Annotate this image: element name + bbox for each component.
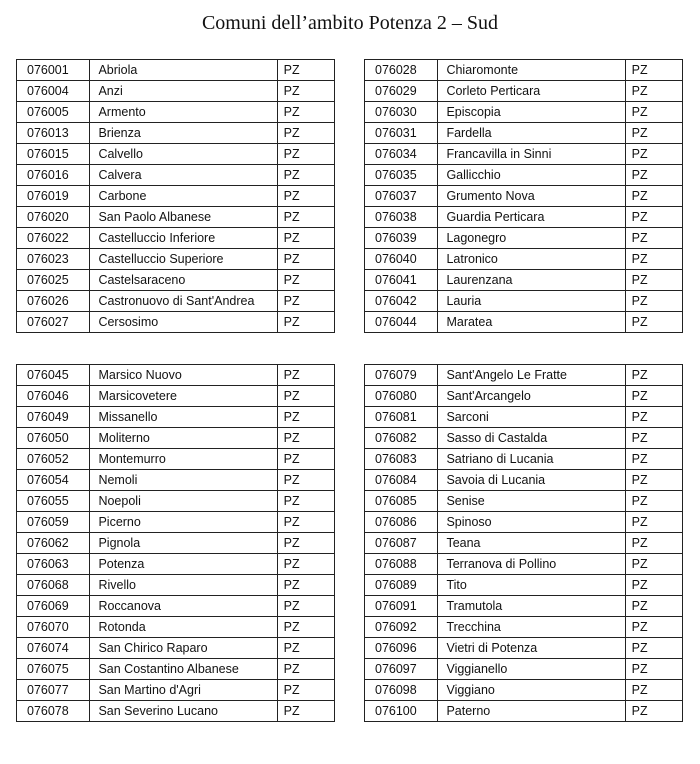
province-cell: PZ — [277, 533, 334, 554]
comune-name-cell: Savoia di Lucania — [438, 470, 625, 491]
table-row — [17, 123, 335, 144]
comune-name-cell: Castelluccio Inferiore — [90, 228, 277, 249]
comune-name-cell: Francavilla in Sinni — [438, 144, 625, 165]
istat-code-cell: 076027 — [17, 312, 90, 333]
province-cell: PZ — [625, 596, 682, 617]
table-row — [365, 680, 683, 701]
istat-code-cell: 076039 — [365, 228, 438, 249]
istat-code-cell: 076046 — [17, 386, 90, 407]
comune-name-cell: San Severino Lucano — [90, 701, 277, 722]
province-cell: PZ — [625, 701, 682, 722]
table-row — [365, 365, 683, 386]
table-row — [365, 207, 683, 228]
comune-name-cell: Noepoli — [90, 491, 277, 512]
province-cell: PZ — [277, 701, 334, 722]
province-cell: PZ — [625, 228, 682, 249]
table-row — [365, 470, 683, 491]
comune-name-cell: Sarconi — [438, 407, 625, 428]
province-cell: PZ — [625, 449, 682, 470]
istat-code-cell: 076069 — [17, 596, 90, 617]
comune-name-cell: San Costantino Albanese — [90, 659, 277, 680]
province-cell: PZ — [625, 512, 682, 533]
istat-code-cell: 076015 — [17, 144, 90, 165]
table-row — [17, 165, 335, 186]
table-row — [365, 701, 683, 722]
istat-code-cell: 076016 — [17, 165, 90, 186]
province-cell: PZ — [277, 575, 334, 596]
istat-code-cell: 076086 — [365, 512, 438, 533]
comune-name-cell: Cersosimo — [90, 312, 277, 333]
table-row — [365, 102, 683, 123]
istat-code-cell: 076092 — [365, 617, 438, 638]
province-cell: PZ — [625, 312, 682, 333]
istat-code-cell: 076054 — [17, 470, 90, 491]
province-cell: PZ — [625, 144, 682, 165]
comune-name-cell: Gallicchio — [438, 165, 625, 186]
table-row — [365, 228, 683, 249]
comune-name-cell: Satriano di Lucania — [438, 449, 625, 470]
province-cell: PZ — [625, 270, 682, 291]
istat-code-cell: 076038 — [365, 207, 438, 228]
comune-name-cell: Viggiano — [438, 680, 625, 701]
istat-code-cell: 076097 — [365, 659, 438, 680]
istat-code-cell: 076077 — [17, 680, 90, 701]
province-cell: PZ — [277, 144, 334, 165]
istat-code-cell: 076023 — [17, 249, 90, 270]
table-row — [365, 407, 683, 428]
comune-name-cell: Episcopia — [438, 102, 625, 123]
province-cell: PZ — [277, 638, 334, 659]
comune-name-cell: Marsicovetere — [90, 386, 277, 407]
table-row — [17, 680, 335, 701]
province-cell: PZ — [625, 102, 682, 123]
istat-code-cell: 076031 — [365, 123, 438, 144]
table-row — [365, 270, 683, 291]
comune-name-cell: Spinoso — [438, 512, 625, 533]
comune-name-cell: Corleto Perticara — [438, 81, 625, 102]
table-row — [365, 638, 683, 659]
comuni-table-top-left — [16, 59, 335, 333]
province-cell: PZ — [277, 554, 334, 575]
istat-code-cell: 076025 — [17, 270, 90, 291]
table-row — [17, 575, 335, 596]
province-cell: PZ — [277, 291, 334, 312]
comune-name-cell: Montemurro — [90, 449, 277, 470]
table-row — [17, 449, 335, 470]
comune-name-cell: Fardella — [438, 123, 625, 144]
page-title: Comuni dell’ambito Potenza 2 – Sud — [201, 12, 499, 34]
istat-code-cell: 076100 — [365, 701, 438, 722]
table-row — [365, 312, 683, 333]
istat-code-cell: 076041 — [365, 270, 438, 291]
comune-name-cell: Paterno — [438, 701, 625, 722]
istat-code-cell: 076034 — [365, 144, 438, 165]
comune-name-cell: San Martino d'Agri — [90, 680, 277, 701]
comune-name-cell: Viggianello — [438, 659, 625, 680]
province-cell: PZ — [625, 60, 682, 81]
province-cell: PZ — [625, 638, 682, 659]
istat-code-cell: 076081 — [365, 407, 438, 428]
table-row — [17, 228, 335, 249]
province-cell: PZ — [277, 186, 334, 207]
istat-code-cell: 076001 — [17, 60, 90, 81]
comune-name-cell: Moliterno — [90, 428, 277, 449]
table-row — [17, 554, 335, 575]
comune-name-cell: Latronico — [438, 249, 625, 270]
table-row — [17, 428, 335, 449]
istat-code-cell: 076070 — [17, 617, 90, 638]
istat-code-cell: 076029 — [365, 81, 438, 102]
table-row — [365, 144, 683, 165]
istat-code-cell: 076004 — [17, 81, 90, 102]
istat-code-cell: 076035 — [365, 165, 438, 186]
province-cell: PZ — [625, 249, 682, 270]
istat-code-cell: 076063 — [17, 554, 90, 575]
comune-name-cell: Roccanova — [90, 596, 277, 617]
comune-name-cell: Lauria — [438, 291, 625, 312]
province-cell: PZ — [277, 407, 334, 428]
table-row — [365, 291, 683, 312]
comune-name-cell: Rivello — [90, 575, 277, 596]
table-row — [365, 386, 683, 407]
table-row — [365, 554, 683, 575]
istat-code-cell: 076088 — [365, 554, 438, 575]
istat-code-cell: 076050 — [17, 428, 90, 449]
province-cell: PZ — [625, 428, 682, 449]
istat-code-cell: 076062 — [17, 533, 90, 554]
table-row — [365, 617, 683, 638]
table-row — [365, 123, 683, 144]
table-row — [17, 144, 335, 165]
table-row — [17, 60, 335, 81]
table-row — [365, 60, 683, 81]
comune-name-cell: Sant'Arcangelo — [438, 386, 625, 407]
table-row — [17, 659, 335, 680]
comune-name-cell: San Paolo Albanese — [90, 207, 277, 228]
table-row — [17, 617, 335, 638]
province-cell: PZ — [277, 81, 334, 102]
istat-code-cell: 076091 — [365, 596, 438, 617]
istat-code-cell: 076052 — [17, 449, 90, 470]
province-cell: PZ — [277, 449, 334, 470]
comuni-table-top-right — [364, 59, 683, 333]
province-cell: PZ — [625, 365, 682, 386]
istat-code-cell: 076022 — [17, 228, 90, 249]
table-row — [365, 491, 683, 512]
istat-code-cell: 076096 — [365, 638, 438, 659]
comune-name-cell: Lagonegro — [438, 228, 625, 249]
province-cell: PZ — [277, 386, 334, 407]
province-cell: PZ — [277, 617, 334, 638]
province-cell: PZ — [277, 512, 334, 533]
istat-code-cell: 076084 — [365, 470, 438, 491]
table-row — [17, 365, 335, 386]
table-row — [17, 596, 335, 617]
istat-code-cell: 076005 — [17, 102, 90, 123]
istat-code-cell: 076080 — [365, 386, 438, 407]
comune-name-cell: Pignola — [90, 533, 277, 554]
table-row — [17, 533, 335, 554]
istat-code-cell: 076013 — [17, 123, 90, 144]
province-cell: PZ — [625, 165, 682, 186]
comune-name-cell: Tito — [438, 575, 625, 596]
istat-code-cell: 076074 — [17, 638, 90, 659]
table-row — [365, 428, 683, 449]
istat-code-cell: 076075 — [17, 659, 90, 680]
comune-name-cell: Marsico Nuovo — [90, 365, 277, 386]
comune-name-cell: Tramutola — [438, 596, 625, 617]
table-row — [365, 186, 683, 207]
istat-code-cell: 076028 — [365, 60, 438, 81]
comune-name-cell: Carbone — [90, 186, 277, 207]
istat-code-cell: 076037 — [365, 186, 438, 207]
comune-name-cell: Potenza — [90, 554, 277, 575]
istat-code-cell: 076079 — [365, 365, 438, 386]
comune-name-cell: Grumento Nova — [438, 186, 625, 207]
province-cell: PZ — [625, 617, 682, 638]
comune-name-cell: Chiaromonte — [438, 60, 625, 81]
province-cell: PZ — [625, 491, 682, 512]
table-row — [17, 491, 335, 512]
province-cell: PZ — [625, 207, 682, 228]
province-cell: PZ — [625, 386, 682, 407]
istat-code-cell: 076085 — [365, 491, 438, 512]
istat-code-cell: 076045 — [17, 365, 90, 386]
province-cell: PZ — [277, 365, 334, 386]
table-row — [17, 291, 335, 312]
table-row — [365, 165, 683, 186]
comune-name-cell: Anzi — [90, 81, 277, 102]
istat-code-cell: 076059 — [17, 512, 90, 533]
comune-name-cell: Castelluccio Superiore — [90, 249, 277, 270]
province-cell: PZ — [277, 680, 334, 701]
comune-name-cell: Guardia Perticara — [438, 207, 625, 228]
province-cell: PZ — [625, 291, 682, 312]
istat-code-cell: 076030 — [365, 102, 438, 123]
province-cell: PZ — [625, 680, 682, 701]
province-cell: PZ — [277, 60, 334, 81]
istat-code-cell: 076082 — [365, 428, 438, 449]
table-row — [365, 659, 683, 680]
istat-code-cell: 076042 — [365, 291, 438, 312]
comune-name-cell: Castronuovo di Sant'Andrea — [90, 291, 277, 312]
table-row — [17, 102, 335, 123]
table-row — [365, 533, 683, 554]
istat-code-cell: 076026 — [17, 291, 90, 312]
table-row — [17, 312, 335, 333]
table-row — [365, 575, 683, 596]
province-cell: PZ — [277, 123, 334, 144]
istat-code-cell: 076068 — [17, 575, 90, 596]
comune-name-cell: Maratea — [438, 312, 625, 333]
comune-name-cell: Picerno — [90, 512, 277, 533]
table-row — [17, 701, 335, 722]
comune-name-cell: Missanello — [90, 407, 277, 428]
table-row — [365, 449, 683, 470]
table-row — [17, 638, 335, 659]
comune-name-cell: Brienza — [90, 123, 277, 144]
table-row — [17, 512, 335, 533]
province-cell: PZ — [625, 407, 682, 428]
istat-code-cell: 076019 — [17, 186, 90, 207]
istat-code-cell: 076040 — [365, 249, 438, 270]
table-row — [17, 186, 335, 207]
istat-code-cell: 076020 — [17, 207, 90, 228]
comune-name-cell: Calvera — [90, 165, 277, 186]
comune-name-cell: Armento — [90, 102, 277, 123]
table-row — [17, 270, 335, 291]
istat-code-cell: 076089 — [365, 575, 438, 596]
table-row — [17, 207, 335, 228]
comune-name-cell: Laurenzana — [438, 270, 625, 291]
table-row — [365, 249, 683, 270]
province-cell: PZ — [277, 165, 334, 186]
istat-code-cell: 076098 — [365, 680, 438, 701]
table-row — [17, 386, 335, 407]
istat-code-cell: 076087 — [365, 533, 438, 554]
province-cell: PZ — [277, 312, 334, 333]
istat-code-cell: 076078 — [17, 701, 90, 722]
table-row — [365, 512, 683, 533]
province-cell: PZ — [277, 659, 334, 680]
province-cell: PZ — [277, 207, 334, 228]
province-cell: PZ — [625, 533, 682, 554]
table-row — [365, 596, 683, 617]
comune-name-cell: Nemoli — [90, 470, 277, 491]
comune-name-cell: Terranova di Pollino — [438, 554, 625, 575]
province-cell: PZ — [625, 575, 682, 596]
comune-name-cell: Castelsaraceno — [90, 270, 277, 291]
comune-name-cell: Vietri di Potenza — [438, 638, 625, 659]
comune-name-cell: Trecchina — [438, 617, 625, 638]
province-cell: PZ — [625, 186, 682, 207]
comune-name-cell: Rotonda — [90, 617, 277, 638]
table-row — [17, 407, 335, 428]
province-cell: PZ — [277, 102, 334, 123]
province-cell: PZ — [277, 249, 334, 270]
istat-code-cell: 076055 — [17, 491, 90, 512]
province-cell: PZ — [277, 596, 334, 617]
istat-code-cell: 076083 — [365, 449, 438, 470]
comune-name-cell: Sasso di Castalda — [438, 428, 625, 449]
province-cell: PZ — [625, 81, 682, 102]
province-cell: PZ — [625, 123, 682, 144]
comuni-table-bottom-left — [16, 364, 335, 722]
table-row — [17, 81, 335, 102]
comune-name-cell: Calvello — [90, 144, 277, 165]
province-cell: PZ — [277, 228, 334, 249]
comune-name-cell: Sant'Angelo Le Fratte — [438, 365, 625, 386]
comune-name-cell: Abriola — [90, 60, 277, 81]
province-cell: PZ — [277, 270, 334, 291]
table-row — [17, 249, 335, 270]
table-row — [365, 81, 683, 102]
comune-name-cell: Teana — [438, 533, 625, 554]
comuni-table-bottom-right — [364, 364, 683, 722]
province-cell: PZ — [625, 554, 682, 575]
province-cell: PZ — [625, 470, 682, 491]
province-cell: PZ — [277, 491, 334, 512]
province-cell: PZ — [277, 470, 334, 491]
province-cell: PZ — [277, 428, 334, 449]
table-row — [17, 470, 335, 491]
province-cell: PZ — [625, 659, 682, 680]
comune-name-cell: Senise — [438, 491, 625, 512]
istat-code-cell: 076049 — [17, 407, 90, 428]
comune-name-cell: San Chirico Raparo — [90, 638, 277, 659]
istat-code-cell: 076044 — [365, 312, 438, 333]
